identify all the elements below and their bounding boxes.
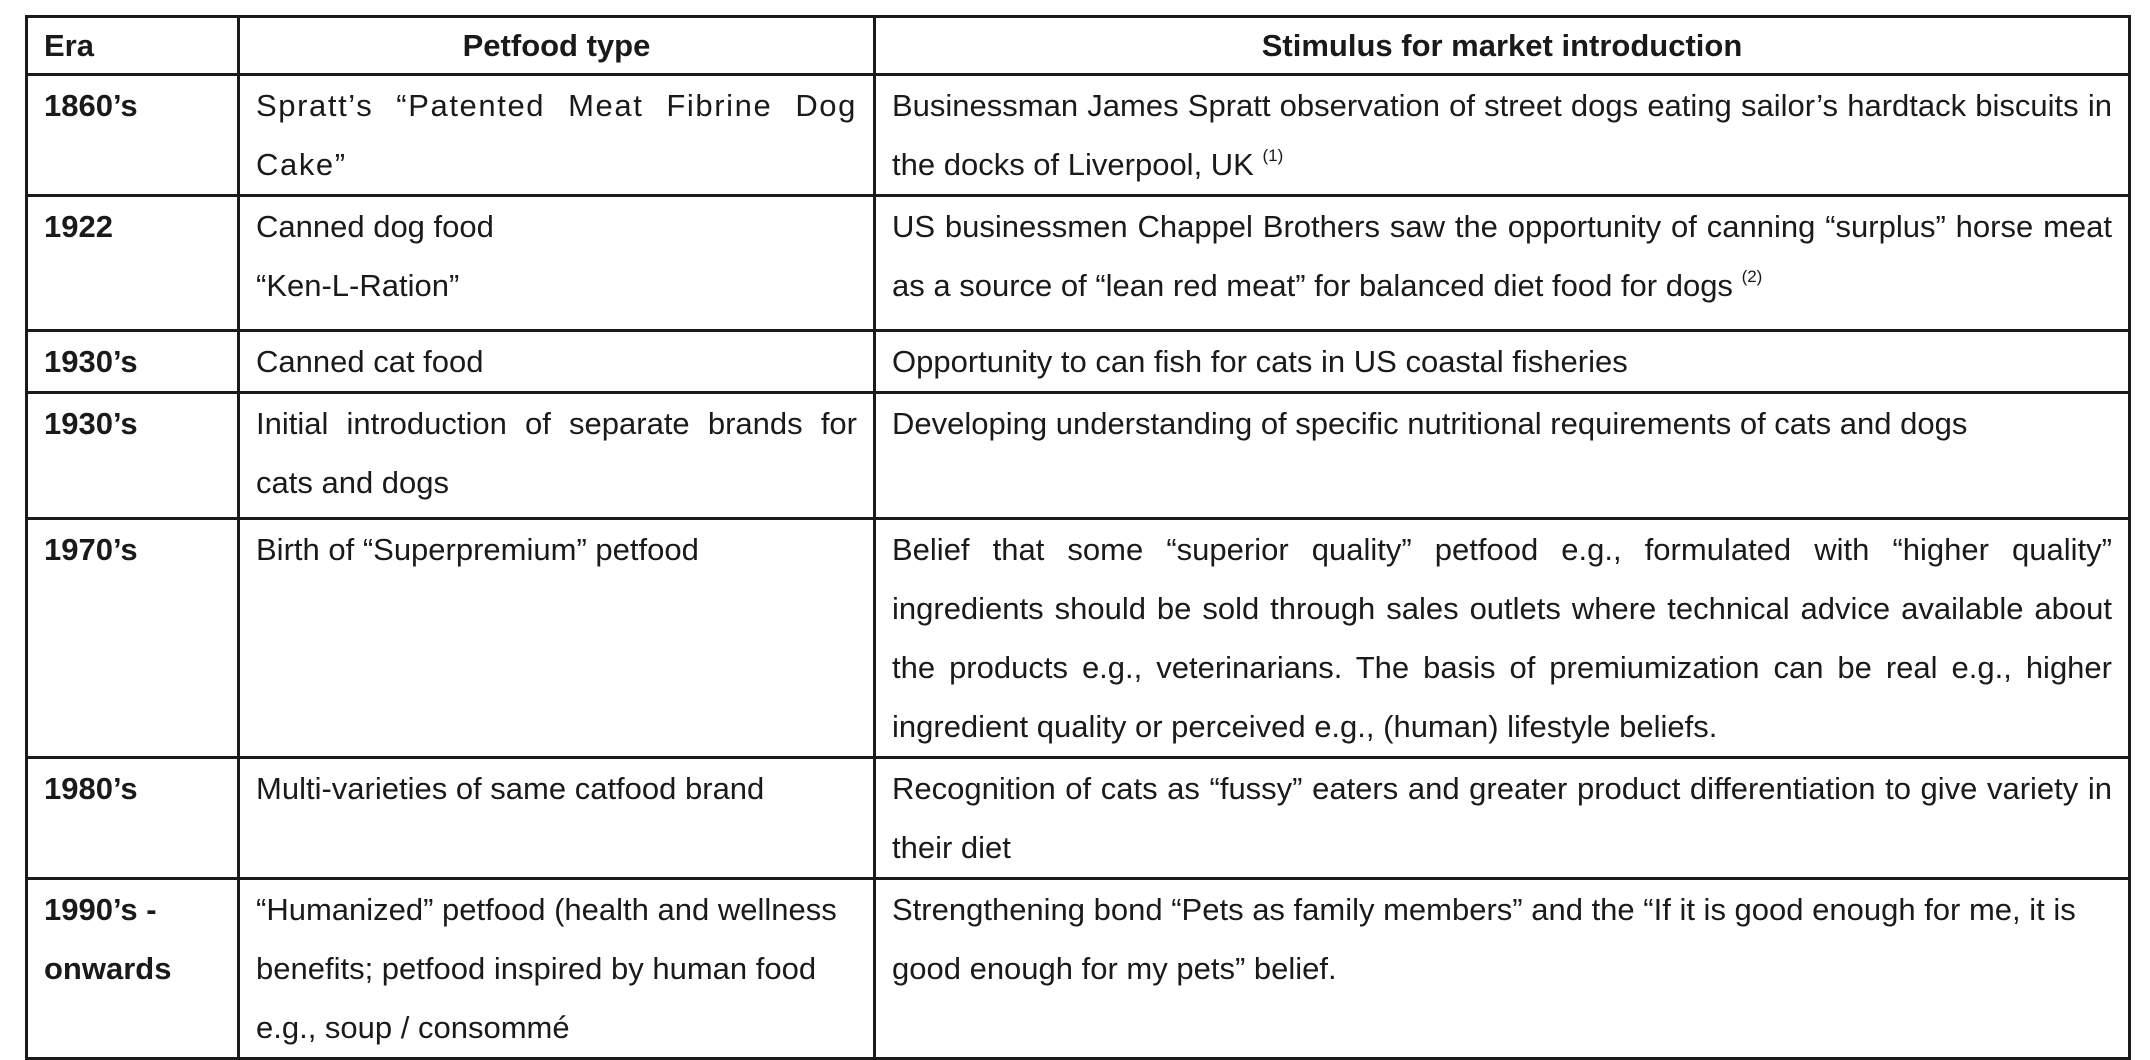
stimulus-text: Businessman James Spratt observation of street dogs eating sailor’s hardtack biscuits in the docks of Liverpool, UK <box>892 88 2112 182</box>
era-cell: 1980’s <box>27 758 239 879</box>
petfood-type-line: “Ken-L-Ration” <box>256 268 460 303</box>
era-line: 1990’s - <box>44 892 157 927</box>
header-era: Era <box>27 17 239 75</box>
era-cell: 1930’s <box>27 331 239 393</box>
era-line: onwards <box>44 951 172 986</box>
era-cell: 1860’s <box>27 75 239 196</box>
stimulus-cell: Belief that some “superior quality” petfood e.g., formulated with “higher quality” ingredients should be sold through sales outlets where technical advice available about the products e.g., veterinarians. The basis of premiumization can be real e.g., higher ingredient quality or perceived e.g., (human) lifestyle beliefs. <box>875 519 2130 758</box>
stimulus-cell: Strengthening bond “Pets as family members” and the “If it is good enough for me, it is good enough for my pets” belief. <box>875 879 2130 1059</box>
table-row <box>27 196 2130 331</box>
petfood-history-table <box>25 15 2131 1060</box>
petfood-type-cell <box>239 196 875 331</box>
stimulus-cell: Opportunity to can fish for cats in US coastal fisheries <box>875 331 2130 393</box>
era-cell: 1970’s <box>27 519 239 758</box>
petfood-type-cell <box>239 75 875 196</box>
petfood-type-cell: Canned cat food <box>239 331 875 393</box>
stimulus-text: US businessmen Chappel Brothers saw the opportunity of canning “surplus” horse meat as a source of “lean red meat” for balanced diet food for dogs <box>892 209 2112 303</box>
table-row <box>27 879 2130 1059</box>
era-cell <box>27 879 239 1059</box>
header-stimulus: Stimulus for market introduction <box>875 17 2130 75</box>
table-row <box>27 393 2130 519</box>
stimulus-cell <box>875 75 2130 196</box>
table-row <box>27 75 2130 196</box>
petfood-type-cell: “Humanized” petfood (health and wellness benefits; petfood inspired by human food e.g., soup / consommé <box>239 879 875 1059</box>
petfood-type-cell: Birth of “Superpremium” petfood <box>239 519 875 758</box>
petfood-history-table-container <box>25 15 2128 1060</box>
reference-marker: (2) <box>1741 267 1763 286</box>
stimulus-cell: Recognition of cats as “fussy” eaters and greater product differentiation to give variety in their diet <box>875 758 2130 879</box>
table-header-row <box>27 17 2130 75</box>
petfood-type-line: Canned dog food <box>256 209 494 244</box>
header-petfood-type: Petfood type <box>239 17 875 75</box>
petfood-type-text: Spratt’s “Patented Meat Fibrine Dog Cake” <box>256 88 857 182</box>
reference-marker: (1) <box>1262 146 1284 165</box>
table-row <box>27 331 2130 393</box>
petfood-type-cell: Multi-varieties of same catfood brand <box>239 758 875 879</box>
table-row <box>27 758 2130 879</box>
petfood-type-cell: Initial introduction of separate brands for cats and dogs <box>239 393 875 519</box>
stimulus-cell: Developing understanding of specific nutritional requirements of cats and dogs <box>875 393 2130 519</box>
stimulus-cell <box>875 196 2130 331</box>
era-cell: 1922 <box>27 196 239 331</box>
era-cell: 1930’s <box>27 393 239 519</box>
table-row <box>27 519 2130 758</box>
